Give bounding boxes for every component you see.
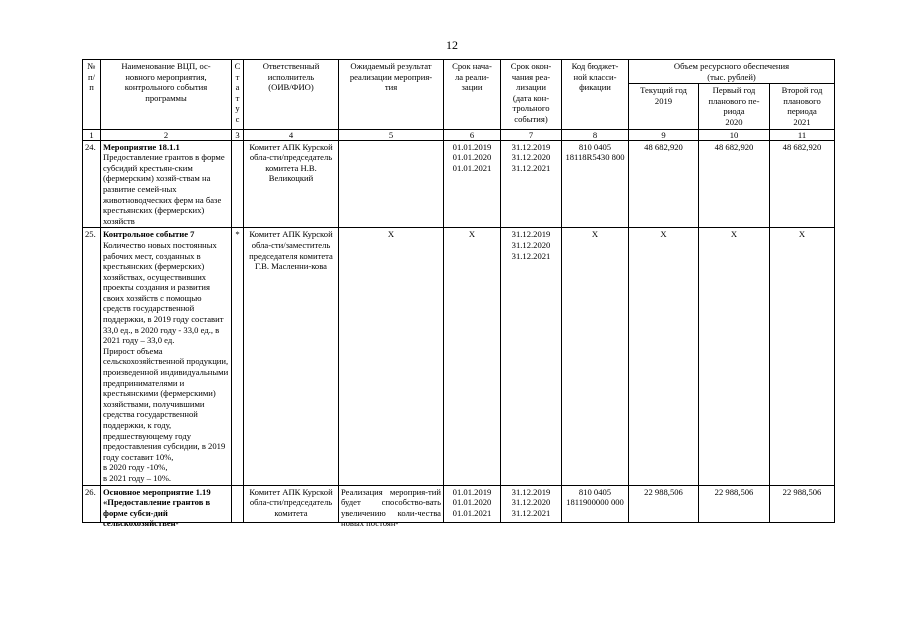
row-num: 25. [83,228,101,485]
row-code: 810 0405 18118R5430 800 [562,140,629,228]
col-number: 1 [83,129,101,140]
col-number: 6 [444,129,501,140]
row-status [232,140,244,228]
row-code: Х [562,228,629,485]
col-number: 9 [629,129,699,140]
table-row [83,228,835,485]
header-result: Ожидаемый результат реализации мероприя- тия [339,60,444,130]
table-row [83,485,835,522]
row-end: 31.12.2019 31.12.2020 31.12.2021 [501,228,562,485]
row-title: Мероприятие 18.1.1 [103,141,180,152]
header-num: № п/ п [83,60,101,130]
col-number: 3 [232,129,244,140]
row-responsible: Комитет АПК Курской обла-сти/заместитель председателя комитета Г.В. Масленни-кова [244,228,339,485]
page-number: 12 [446,38,458,52]
header-status: С т а т у с [232,60,244,130]
row-end: 31.12.2019 31.12.2020 31.12.2021 [501,485,562,522]
row-start: Х [444,228,501,485]
program-table [82,59,835,529]
header-budget-code: Код бюджет- ной класси- фикации [562,60,629,130]
row-responsible: Комитет АПК Курской обла-сти/председатель комитета [244,485,339,522]
row-name [101,228,232,485]
col-number: 2 [101,129,232,140]
row-code: 810 0405 1811900000 000 [562,485,629,522]
row-y2021: 48 682,920 [770,140,835,228]
row-text: Предоставление грантов в форме субсидий крестьян-ским (фермерским) хозяй-ствам на развитие семей-ных животноводческих ферм на базе крестьянских (фермерских) хозяйств [103,152,225,226]
row-title: Контрольное событие 7 [103,229,195,240]
column-number-row [83,129,835,140]
row-start: 01.01.2019 01.01.2020 01.01.2021 [444,140,501,228]
header-end: Срок окон- чания реа- лизации (дата кон- трольного события) [501,60,562,130]
row-num: 26. [83,485,101,522]
row-y2019: Х [629,228,699,485]
row-result: Реализация мероприя-тий будет способство-вать увеличению коли-чества новых постоян- [339,485,444,522]
row-name [101,140,232,228]
row-y2020: 22 988,506 [699,485,770,522]
row-num: 24. [83,140,101,228]
header-year-second: Второй год планового периода 2021 [770,84,835,129]
row-y2021: 22 988,506 [770,485,835,522]
header-year-current: Текущий год 2019 [629,84,699,129]
row-y2019: 22 988,506 [629,485,699,522]
col-number: 4 [244,129,339,140]
header-row [83,60,835,84]
row-status [232,485,244,522]
header-name: Наименование ВЦП, ос- новного мероприятия, контрольного события программы [101,60,232,130]
row-responsible: Комитет АПК Курской обла-сти/председатель комитета Н.В. Великоцкий [244,140,339,228]
row-name [101,485,232,529]
row-y2020: Х [699,228,770,485]
row-start: 01.01.2019 01.01.2020 01.01.2021 [444,485,501,522]
col-number: 11 [770,129,835,140]
col-number: 7 [501,129,562,140]
row-y2021: Х [770,228,835,485]
row-y2020: 48 682,920 [699,140,770,228]
row-status: * [232,228,244,485]
col-number: 5 [339,129,444,140]
row-end: 31.12.2019 31.12.2020 31.12.2021 [501,140,562,228]
table-row [83,140,835,228]
row-text: Количество новых постоянных рабочих мест, созданных в крестьянских (фермерских) хозяйствах, осуществивших проекты создания и развития своих хозяйств с помощью средств государственной поддержки, в 2019 году составит 33,0 ед., в 2020 году - 33,0 ед., в 2021 году – 33,0 ед. Прирост объема сельскохозяйственной продукции, произведенной индивидуальными предпринимателями и крестьянскими (фермерскими) хозяйствами, получившими средства государственной поддержки, к году, предшествующему году предоставления субсидии, в 2019 году составит 10%, в 2020 году -10%, в 2021 году – 10%. [103,239,229,483]
row-y2019: 48 682,920 [629,140,699,228]
header-year-first: Первый год планового пе- риода 2020 [699,84,770,129]
row-result: Х [339,228,444,485]
col-number: 10 [699,129,770,140]
header-volume: Объем ресурсного обеспечения (тыс. рублей) [629,60,835,84]
header-start: Срок нача- ла реали- зации [444,60,501,130]
col-number: 8 [562,129,629,140]
row-result [339,140,444,228]
row-title: Основное мероприятие 1.19 «Предоставление грантов в форме субси-дий сельскохозяйствен- [103,486,211,529]
header-responsible: Ответственный исполнитель (ОИВ/ФИО) [244,60,339,130]
